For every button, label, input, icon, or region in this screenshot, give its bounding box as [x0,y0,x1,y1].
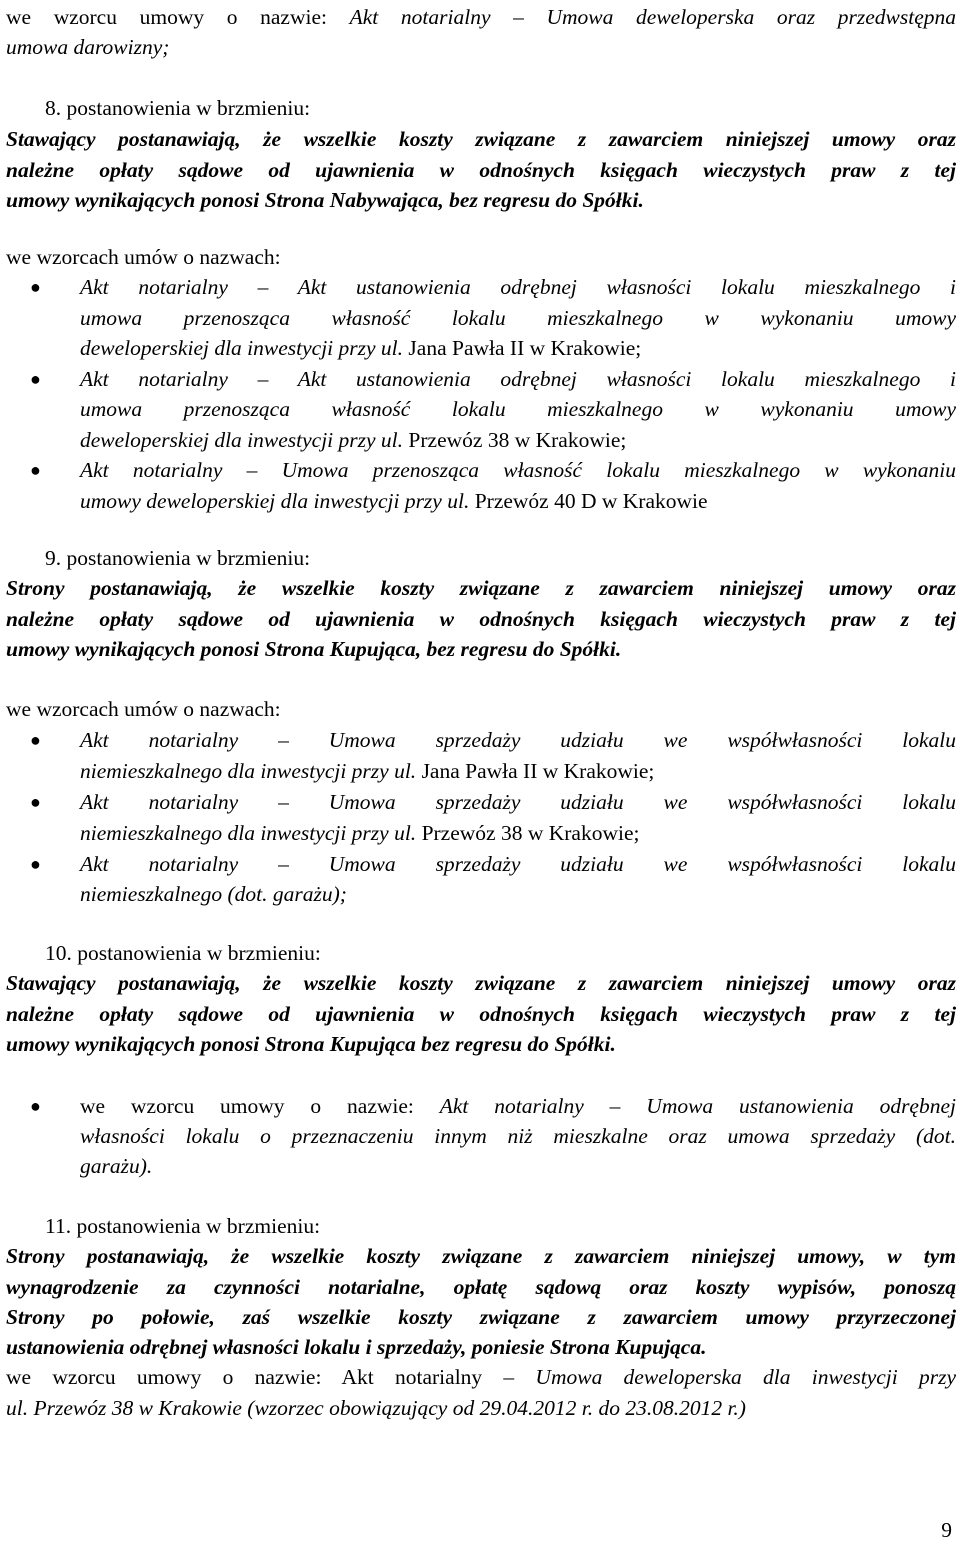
clause-8-line: Stawający postanawiają, że wszelkie koszty związane z zawarciem niniejszej umowy oraz [6,127,956,151]
section-heading-9: 9. postanowienia w brzmieniu: [45,546,311,570]
list-item: Akt notarialny – Akt ustanowienia odrębnej własności lokalu mieszkalnego i [80,367,956,391]
list-item: umowy deweloperskiej dla inwestycji przy ul. [80,489,470,513]
page-number: 9 [941,1518,952,1542]
list-item: własności lokalu o przeznaczeniu innym niż mieszkalne oraz umowa sprzedaży (dot. [80,1124,956,1148]
clause-11-line: wynagrodzenie za czynności notarialne, opłatę sądową oraz koszty wypisów, ponoszą [6,1275,956,1299]
list-item: umowa przenosząca własność lokalu mieszkalnego w wykonaniu umowy [80,397,956,421]
list-item-address: Przewóz 38 w Krakowie; [416,821,640,845]
templates-label-8: we wzorcach umów o nazwach: [6,245,281,269]
list-item: Akt notarialny – Umowa przenosząca własność lokalu mieszkalnego w wykonaniu [80,458,956,482]
template-line-11: we wzorcu umowy o nazwie: Akt notarialny [6,1365,483,1389]
clause-9-line: należne opłaty sądowe od ujawnienia w odnośnych księgach wieczystych praw z tej [6,607,956,631]
section-heading-8: 8. postanowienia w brzmieniu: [45,96,311,120]
list-item: umowa przenosząca własność lokalu mieszkalnego w wykonaniu umowy [80,306,956,330]
intro-template-name: Akt notarialny – Umowa deweloperska oraz przedwstępna [349,5,957,29]
bullet-icon: ● [30,369,41,389]
list-item: Akt notarialny – Akt ustanowienia odrębnej własności lokalu mieszkalnego i [80,275,956,299]
clause-9-line: umowy wynikających ponosi Strona Kupująca, bez regresu do Spółki. [6,637,622,661]
clause-11-line: ustanowienia odrębnej własności lokalu i sprzedaży, poniesie Strona Kupująca. [6,1335,707,1359]
intro-text: we wzorcu umowy o nazwie: [6,5,350,29]
template-line-11-cont: ul. Przewóz 38 w Krakowie (wzorzec obowiązujący od 29.04.2012 r. do 23.08.2012 r.) [6,1396,746,1420]
list-item: we wzorcu umowy o nazwie: [80,1094,440,1118]
list-item-address: Przewóz 38 w Krakowie; [403,428,627,452]
bullet-icon: ● [30,792,41,812]
section-heading-11: 11. postanowienia w brzmieniu: [45,1214,321,1238]
list-item-template-name: Akt notarialny – Umowa ustanowienia odrębnej [439,1094,956,1118]
list-item-address: Jana Pawła II w Krakowie; [403,336,642,360]
list-item: garażu). [80,1154,153,1178]
clause-8-line: umowy wynikających ponosi Strona Nabywająca, bez regresu do Spółki. [6,188,644,212]
list-item: deweloperskiej dla inwestycji przy ul. [80,428,404,452]
bullet-icon: ● [30,460,41,480]
list-item-address: Przewóz 40 D w Krakowie [469,489,708,513]
intro-line-1 [6,2,956,33]
list-item: niemieszkalnego dla inwestycji przy ul. [80,759,417,783]
intro-line-2: umowa darowizny; [6,35,170,59]
bullet-icon: ● [30,854,41,874]
clause-10-line: Stawający postanawiają, że wszelkie koszty związane z zawarciem niniejszej umowy oraz [6,971,956,995]
list-item: deweloperskiej dla inwestycji przy ul. [80,336,404,360]
bullet-icon: ● [30,1096,41,1116]
list-item: Akt notarialny – Umowa sprzedaży udziału we współwłasności lokalu [80,852,956,876]
templates-label-9: we wzorcach umów o nazwach: [6,697,281,721]
clause-10-line: należne opłaty sądowe od ujawnienia w odnośnych księgach wieczystych praw z tej [6,1002,956,1026]
section-heading-10: 10. postanowienia w brzmieniu: [45,941,321,965]
clause-8-line: należne opłaty sądowe od ujawnienia w odnośnych księgach wieczystych praw z tej [6,158,956,182]
clause-9-line: Strony postanawiają, że wszelkie koszty związane z zawarciem niniejszej umowy oraz [6,576,956,600]
clause-11-line: Strony po połowie, zaś wszelkie koszty związane z zawarciem umowy przyrzeczonej [6,1305,956,1329]
list-item: niemieszkalnego dla inwestycji przy ul. [80,821,417,845]
list-item: Akt notarialny – Umowa sprzedaży udziału we współwłasności lokalu [80,728,956,752]
bullet-icon: ● [30,277,41,297]
bullet-icon: ● [30,730,41,750]
list-item-address: Jana Pawła II w Krakowie; [416,759,655,783]
clause-11-line: Strony postanawiają, że wszelkie koszty związane z zawarciem niniejszej umowy, w tym [6,1244,956,1268]
list-item: niemieszkalnego (dot. garażu); [80,882,347,906]
template-name-11: – Umowa deweloperska dla inwestycji przy [482,1365,957,1389]
list-item: Akt notarialny – Umowa sprzedaży udziału we współwłasności lokalu [80,790,956,814]
clause-10-line: umowy wynikających ponosi Strona Kupująca bez regresu do Spółki. [6,1032,616,1056]
